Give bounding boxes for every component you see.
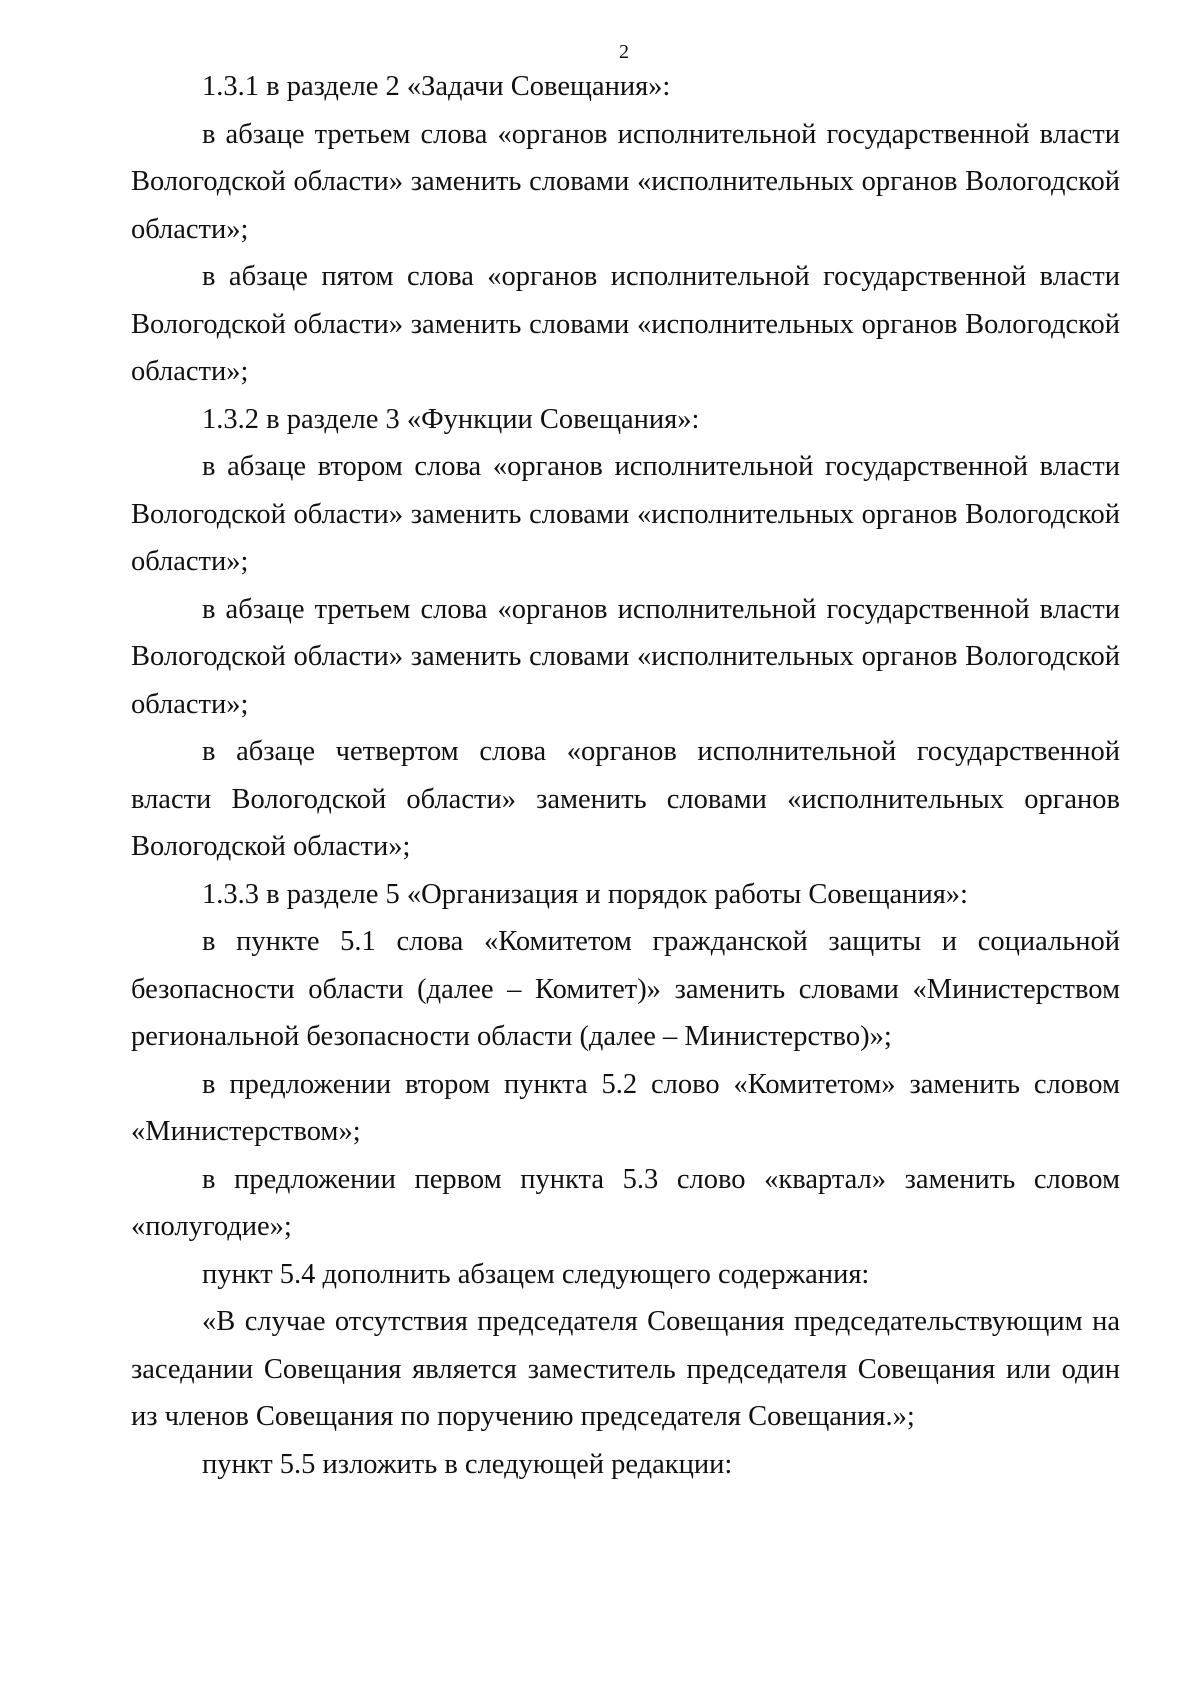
paragraph: 1.3.3 в разделе 5 «Организация и порядок работы Совещания»:: [202, 878, 968, 910]
paragraph: 1.3.1 в разделе 2 «Задачи Совещания»:: [202, 71, 671, 102]
paragraph: в абзаце третьем слова «органов исполнительной государственной власти Вологодской области» заменить словами «исполнительных органов Вологодской области»;: [131, 593, 1120, 720]
paragraph: 1.3.2 в разделе 3 «Функции Совещания»:: [202, 403, 700, 435]
paragraph: пункт 5.5 изложить в следующей редакции:: [202, 1448, 733, 1480]
paragraph: в абзаце четвертом слова «органов исполнительной государственной власти Вологодской области» заменить словами «исполнительных органов Вологодской области»;: [131, 736, 1120, 862]
paragraph: пункт 5.4 дополнить абзацем следующего содержания:: [202, 1258, 870, 1290]
document-body: [131, 63, 1120, 1488]
page-number: 2: [619, 41, 629, 63]
paragraph: в абзаце третьем слова «органов исполнительной государственной власти Вологодской области» заменить словами «исполнительных органов Вологодской области»;: [131, 118, 1120, 245]
paragraph: в предложении первом пункта 5.3 слово «квартал» заменить словом «полугодие»;: [131, 1163, 1120, 1242]
paragraph: в абзаце пятом слова «органов исполнительной государственной власти Вологодской области» заменить словами «исполнительных органов Вологодской области»;: [131, 261, 1120, 387]
paragraph: в абзаце втором слова «органов исполнительной государственной власти Вологодской области» заменить словами «исполнительных органов Вологодской области»;: [131, 451, 1120, 577]
paragraph: в предложении втором пункта 5.2 слово «Комитетом» заменить словом «Министерством»;: [131, 1068, 1120, 1147]
paragraph: «В случае отсутствия председателя Совещания председательствующим на заседании Совещания является заместитель председателя Совещания или один из членов Совещания по поручению председателя Совещания.»;: [131, 1306, 1120, 1432]
paragraph: в пункте 5.1 слова «Комитетом гражданской защиты и социальной безопасности области (далее – Комитет)» заменить словами «Министерством региональной безопасности области (далее – Министерство)»;: [131, 926, 1120, 1052]
